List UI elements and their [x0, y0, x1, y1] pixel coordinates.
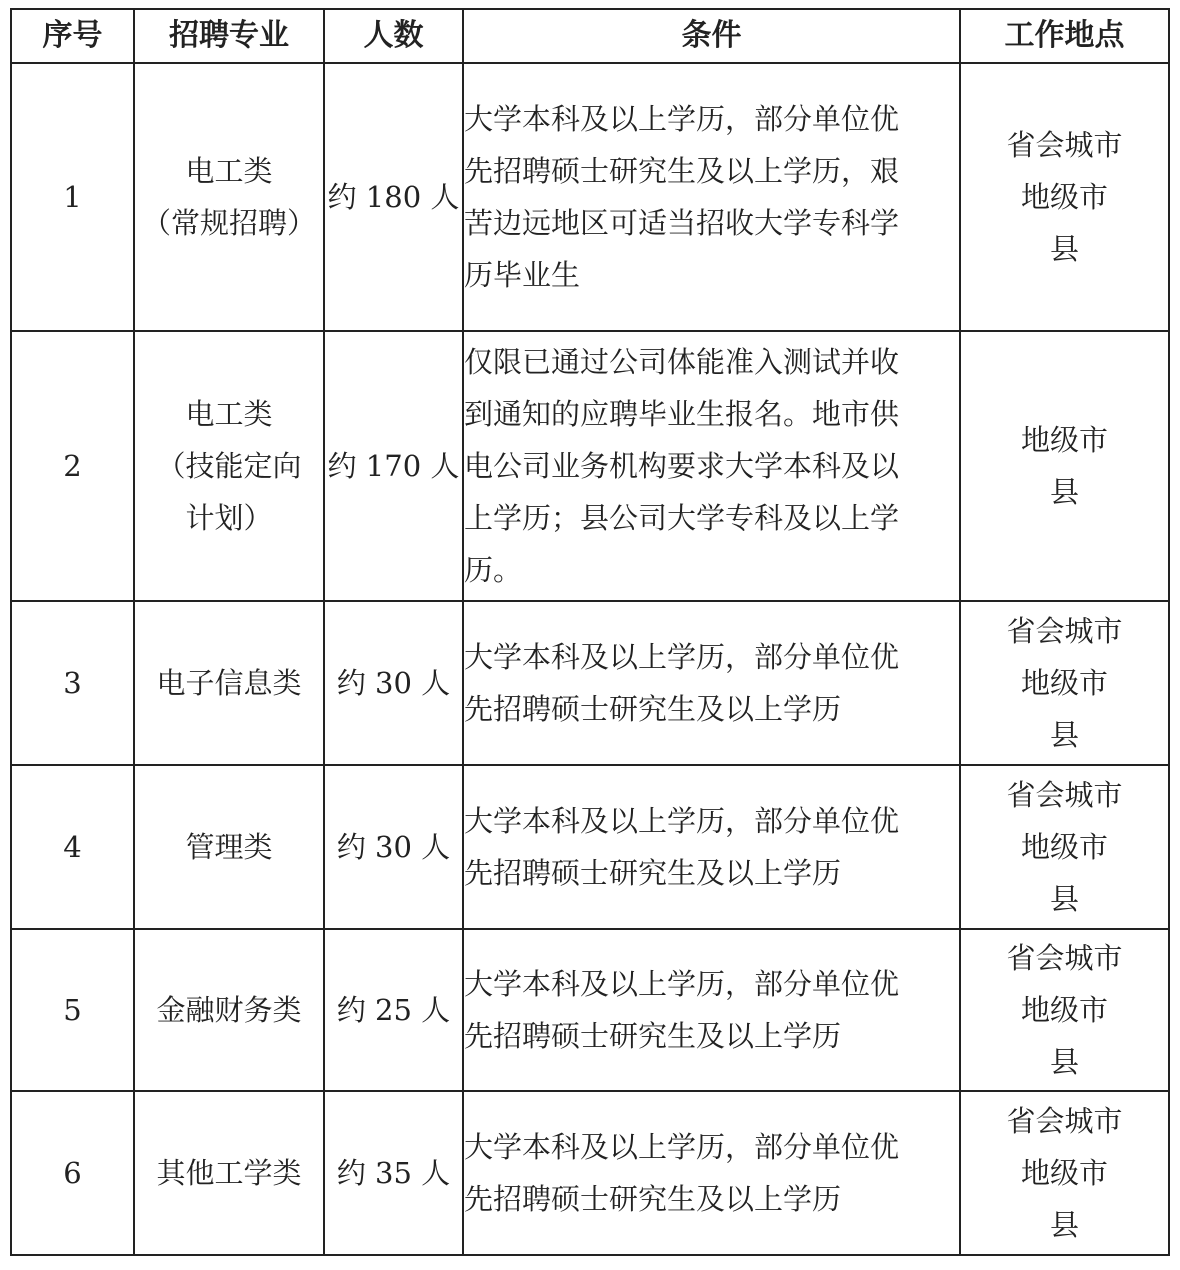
header-location: 工作地点 — [960, 9, 1169, 63]
conditions-cell — [463, 331, 960, 601]
location-cell-line: 省会城市 — [1006, 778, 1123, 812]
table-row — [11, 929, 1169, 1091]
count-cell: 约 35 人 — [324, 1091, 463, 1255]
conditions-cell-line: 电公司业务机构要求大学本科及以 — [464, 449, 900, 483]
major-cell-line: 电工类 — [185, 397, 273, 431]
header-no: 序号 — [11, 9, 134, 63]
conditions-cell — [463, 63, 960, 331]
count-cell: 约 30 人 — [324, 601, 463, 765]
row-number: 4 — [11, 765, 134, 929]
major-cell-line: 电子信息类 — [156, 666, 302, 700]
major-cell-line: （技能定向 — [156, 449, 302, 483]
conditions-cell — [463, 765, 960, 929]
major-cell — [134, 1091, 324, 1255]
location-cell-line: 省会城市 — [1006, 1104, 1123, 1138]
location-cell-line: 地级市 — [1020, 423, 1108, 457]
location-cell-line: 县 — [1049, 232, 1079, 266]
row-number: 3 — [11, 601, 134, 765]
location-cell — [960, 1091, 1169, 1255]
location-cell-line: 省会城市 — [1006, 614, 1123, 648]
count-cell: 约 170 人 — [324, 331, 463, 601]
major-cell — [134, 929, 324, 1091]
header-major: 招聘专业 — [134, 9, 324, 63]
location-cell-line: 地级市 — [1020, 830, 1108, 864]
conditions-cell-line: 大学本科及以上学历，部分单位优 — [464, 967, 900, 1001]
location-cell-line: 省会城市 — [1006, 941, 1123, 975]
location-cell — [960, 331, 1169, 601]
recruitment-table — [10, 8, 1170, 1256]
major-cell-line: 管理类 — [185, 830, 273, 864]
row-number: 6 — [11, 1091, 134, 1255]
conditions-cell-line: 大学本科及以上学历，部分单位优 — [464, 804, 900, 838]
conditions-cell-line: 到通知的应聘毕业生报名。地市供 — [464, 397, 900, 431]
location-cell-line: 地级市 — [1020, 180, 1108, 214]
conditions-cell-line: 历。 — [464, 553, 523, 587]
count-cell: 约 30 人 — [324, 765, 463, 929]
conditions-cell — [463, 601, 960, 765]
row-number: 1 — [11, 63, 134, 331]
major-cell-line: 计划） — [185, 501, 273, 535]
major-cell-line: 其他工学类 — [156, 1156, 302, 1190]
table-row — [11, 765, 1169, 929]
location-cell-line: 地级市 — [1020, 993, 1108, 1027]
row-number: 5 — [11, 929, 134, 1091]
header-row — [11, 9, 1169, 63]
conditions-cell-line: 先招聘硕士研究生及以上学历 — [464, 1019, 842, 1053]
location-cell-line: 县 — [1049, 882, 1079, 916]
location-cell — [960, 63, 1169, 331]
conditions-cell-line: 历毕业生 — [464, 258, 581, 292]
row-number: 2 — [11, 331, 134, 601]
location-cell-line: 省会城市 — [1006, 128, 1123, 162]
location-cell-line: 县 — [1049, 1045, 1079, 1079]
count-cell: 约 180 人 — [324, 63, 463, 331]
table-row — [11, 601, 1169, 765]
conditions-cell-line: 先招聘硕士研究生及以上学历 — [464, 1182, 842, 1216]
conditions-cell-line: 大学本科及以上学历，部分单位优 — [464, 640, 900, 674]
major-cell-line: 电工类 — [185, 154, 273, 188]
location-cell — [960, 929, 1169, 1091]
location-cell-line: 县 — [1049, 475, 1079, 509]
conditions-cell-line: 大学本科及以上学历，部分单位优 — [464, 1130, 900, 1164]
conditions-cell-line: 上学历；县公司大学专科及以上学 — [464, 501, 900, 535]
conditions-cell-line: 仅限已通过公司体能准入测试并收 — [464, 345, 900, 379]
major-cell-line: （常规招聘） — [141, 206, 316, 240]
location-cell-line: 县 — [1049, 718, 1079, 752]
conditions-cell-line: 先招聘硕士研究生及以上学历 — [464, 692, 842, 726]
major-cell — [134, 765, 324, 929]
header-conditions: 条件 — [463, 9, 960, 63]
major-cell — [134, 63, 324, 331]
location-cell-line: 县 — [1049, 1208, 1079, 1242]
conditions-cell — [463, 1091, 960, 1255]
location-cell — [960, 601, 1169, 765]
table-row — [11, 1091, 1169, 1255]
location-cell-line: 地级市 — [1020, 1156, 1108, 1190]
location-cell — [960, 765, 1169, 929]
major-cell — [134, 331, 324, 601]
count-cell: 约 25 人 — [324, 929, 463, 1091]
conditions-cell-line: 大学本科及以上学历，部分单位优 — [464, 102, 900, 136]
header-count: 人数 — [324, 9, 463, 63]
location-cell-line: 地级市 — [1020, 666, 1108, 700]
conditions-cell-line: 先招聘硕士研究生及以上学历，艰 — [464, 154, 900, 188]
conditions-cell-line: 先招聘硕士研究生及以上学历 — [464, 856, 842, 890]
conditions-cell-line: 苦边远地区可适当招收大学专科学 — [464, 206, 900, 240]
table-row — [11, 331, 1169, 601]
major-cell — [134, 601, 324, 765]
conditions-cell — [463, 929, 960, 1091]
table-row — [11, 63, 1169, 331]
major-cell-line: 金融财务类 — [156, 993, 302, 1027]
